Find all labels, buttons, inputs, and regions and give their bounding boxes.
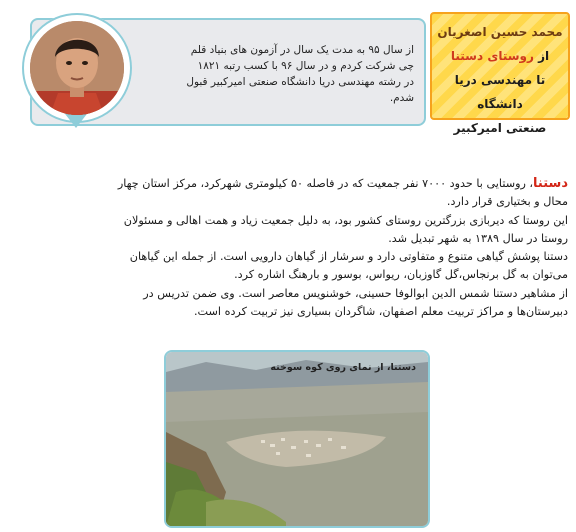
article-line: دستنا، روستایی با حدود ۷۰۰۰ نفر جمعیت که در فاصله ۵۰ کیلومتری شهرکرد، مرکز استان چهار xyxy=(117,176,568,191)
article-line: می‌توان به گل برنجاس،گل گاوزبان، ریواس، بوسور و بارهنگ اشاره کرد. xyxy=(234,268,568,282)
article-line: از مشاهیر دستنا شمس الدین ابوالوفا حسینی، خوشنویس معاصر است. وی ضمن تدریس در xyxy=(143,286,568,300)
bio-line: در رشته مهندسی دریا دانشگاه صنعتی امیرکبیر قبول xyxy=(186,76,414,88)
headline-line-2 xyxy=(432,44,568,68)
article-line: دستنا پوشش گیاهی متنوع و متفاوتی دارد و سرشار از گیاهان دارویی است. از جمله این گیاهان xyxy=(129,250,568,264)
village-photo xyxy=(164,350,430,528)
bio-line: شدم. xyxy=(389,92,414,104)
headline-line-4: صنعتی امیرکبیر xyxy=(453,121,547,135)
avatar xyxy=(30,21,124,115)
lead-word: دستنا xyxy=(533,176,568,191)
photo-caption: دستنا، از نمای روی کوه سوخته xyxy=(270,362,416,373)
bio-line: از سال ۹۵ به مدت یک سال در آزمون های بنیاد قلم xyxy=(190,44,414,56)
headline-prefix: از xyxy=(538,49,550,63)
article-line: این روستا که دیربازی بزرگترین روستای کشور بود، به دلیل جمعیت زیاد و همت اهالی و مسئولان xyxy=(123,213,568,227)
headline-tag xyxy=(430,12,570,135)
article-line: روستا در سال ۱۳۸۹ به شهر تبدیل شد. xyxy=(388,231,568,245)
headline-village: روستای دستنا xyxy=(450,49,534,63)
bio-line: چی شرکت کردم و در سال ۹۶ با کسب رتبه ۱۸۲۱ xyxy=(197,60,414,72)
article-body xyxy=(40,175,568,321)
student-name: محمد حسین اصغریان xyxy=(437,25,563,39)
landscape-image xyxy=(166,352,428,526)
headline-line-3: تا مهندسی دریا دانشگاه xyxy=(454,73,546,111)
article-line: دبیرستان‌ها و مراکز تربیت معلم اصفهان، شاگردان بسیاری نیز تربیت کرده است. xyxy=(194,305,568,319)
bio-text xyxy=(124,42,414,106)
article-line: محال و بختیاری قرار دارد. xyxy=(446,195,568,209)
portrait-image xyxy=(30,21,124,115)
